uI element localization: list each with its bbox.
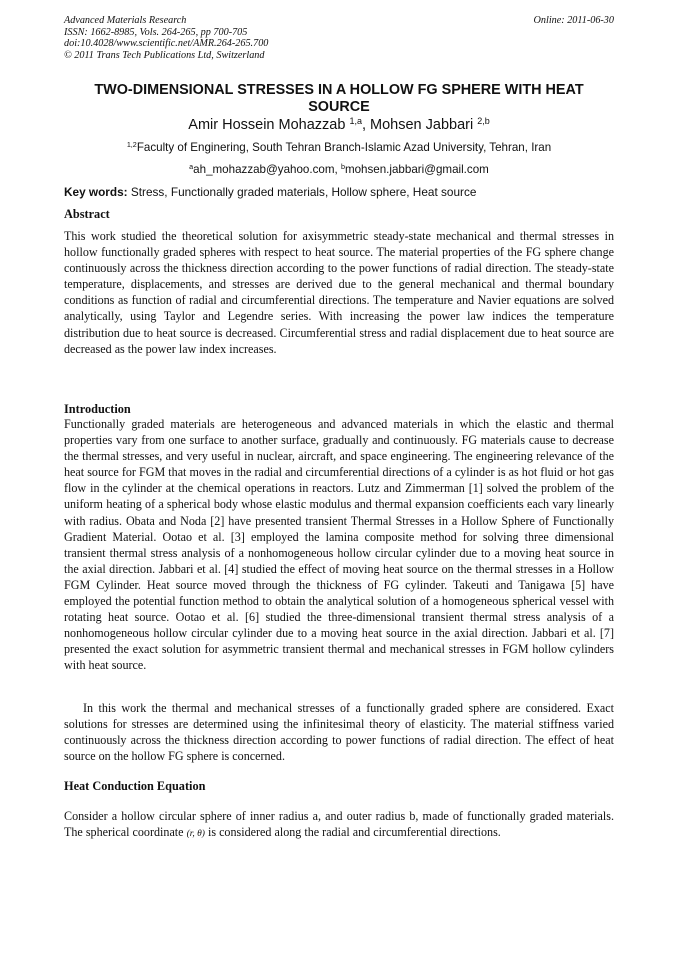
heat-conduction-heading: Heat Conduction Equation: [64, 779, 206, 793]
copyright-line: © 2011 Trans Tech Publications Ltd, Switzerland: [64, 49, 265, 61]
issn-line: ISSN: 1662-8985, Vols. 264-265, pp 700-705: [64, 26, 248, 38]
heat-conduction-text-1: Consider a hollow circular sphere of inner radius a, and outer radius b, made of functionally graded materials. The spherical coordinate: [64, 809, 614, 840]
heat-conduction-text-2: is considered along the radial and circumferential directions.: [204, 825, 501, 840]
author-line: [64, 117, 614, 133]
keywords-text: Stress, Functionally graded materials, Hollow sphere, Heat source: [127, 185, 477, 199]
author-separator: ,: [361, 117, 371, 133]
author-1-superscript: 1,a: [349, 116, 362, 127]
introduction-heading: Introduction: [64, 402, 131, 416]
author-2: Mohsen Jabbari: [370, 117, 478, 133]
coordinate-math: (r, θ): [186, 829, 205, 840]
email-a-superscript: a: [189, 162, 194, 172]
keywords: [64, 185, 614, 199]
paper-title: TWO-DIMENSIONAL STRESSES IN A HOLLOW FG SPHERE WITH HEAT SOURCE: [94, 82, 584, 115]
introduction-paragraph-2: In this work the thermal and mechanical stresses of a functionally graded sphere are considered. Exact solutions for stresses are determined using the infinitesimal theory of elasticity. The material stiffness varied continuously across the thickness direction according to power functions of radial direction. The effect of heat source on the hollow FG sphere is concerned.: [64, 701, 614, 764]
abstract-heading: Abstract: [64, 207, 110, 221]
author-2-superscript: 2,b: [477, 116, 490, 127]
email-b-superscript: b: [340, 162, 345, 172]
email-b: mohsen.jabbari@gmail.com: [344, 163, 489, 176]
journal-name: Advanced Materials Research: [64, 15, 187, 26]
journal-header: [64, 15, 268, 61]
abstract-text: This work studied the theoretical solution for axisymmetric steady-state mechanical and thermal stresses in hollow functionally graded spheres with respect to heat source. The material properties of the FG sphere change continuously across the thickness direction according to the power functions of radial direction. The steady-state temperature, displacements, and stresses are derived due to the general mechanical and thermal boundary conditions as function of radial and circumferential directions. The temperature and Navier equations are solved analytically, using Taylor and Legendre series. With increasing the power law indices the temperature distribution due to heat source is decreased. Circumferential stress and radial displacement due to heat source are decreased as the power law index increases.: [64, 229, 614, 356]
affiliation-superscript: 1,2: [126, 140, 137, 150]
email-a: ah_mohazzab@yahoo.com,: [193, 163, 341, 176]
online-date: Online: 2011-06-30: [533, 15, 614, 26]
affiliation: [64, 141, 614, 154]
email-line: [64, 163, 614, 176]
doi-line: doi:10.4028/www.scientific.net/AMR.264-265.700: [64, 38, 269, 50]
heat-conduction-paragraph: [64, 808, 614, 842]
affiliation-text: Faculty of Enginering, South Tehran Branch-Islamic Azad University, Tehran, Iran: [136, 141, 552, 154]
author-1: Amir Hossein Mohazzab: [188, 117, 350, 133]
introduction-paragraph-1: Functionally graded materials are heterogeneous and advanced materials in which the elastic and thermal properties vary from one surface to another surface, gradually and continuously. FG materials cause to decrease the thermal stresses, and very useful in nuclear, aircraft, and space engineering. The engineering relevance of the heat source for FGM that moves in the radial and circumferential directions of a cylinder is as hot fluid or hot gas flow in the cylinder at the chemical operations in reactors. Lutz and Zimmerman [1] solved the problem of the uniform heating of a spherical body whose elastic modulus and thermal expansion coefficients each vary linearly with radius. Obata and Noda [2] have presented transient Thermal Stresses in a Hollow Sphere of Functionally Gradient Material. Ootao et al. [3] employed the lamina composite method for solving three dimensional transient thermal stress analysis of a nonhomogeneous hollow circular cylinder due to a moving heat source in the axial direction. Jabbari et al. [4] studied the effect of moving heat source on the thermal stresses in a Hollow FGM Cylinder. Heat source moved through the thickness of FG cylinder. Takeuti and Tanigawa [5] have employed the potential function method to obtain the analytical solution of a homogeneous spherical vessel with rotating heat source. Ootao et al. [6] studied the three-dimensional transient thermal stress analysis of a nonhomogeneous hollow circular cylinder due to a moving heat source in the axial direction. Jabbari et al. [7] presented the exact solution for asymmetric transient thermal and mechanical stresses in FGM hollow cylinders with heat source.: [64, 417, 614, 673]
keywords-label: Key words:: [64, 185, 128, 199]
